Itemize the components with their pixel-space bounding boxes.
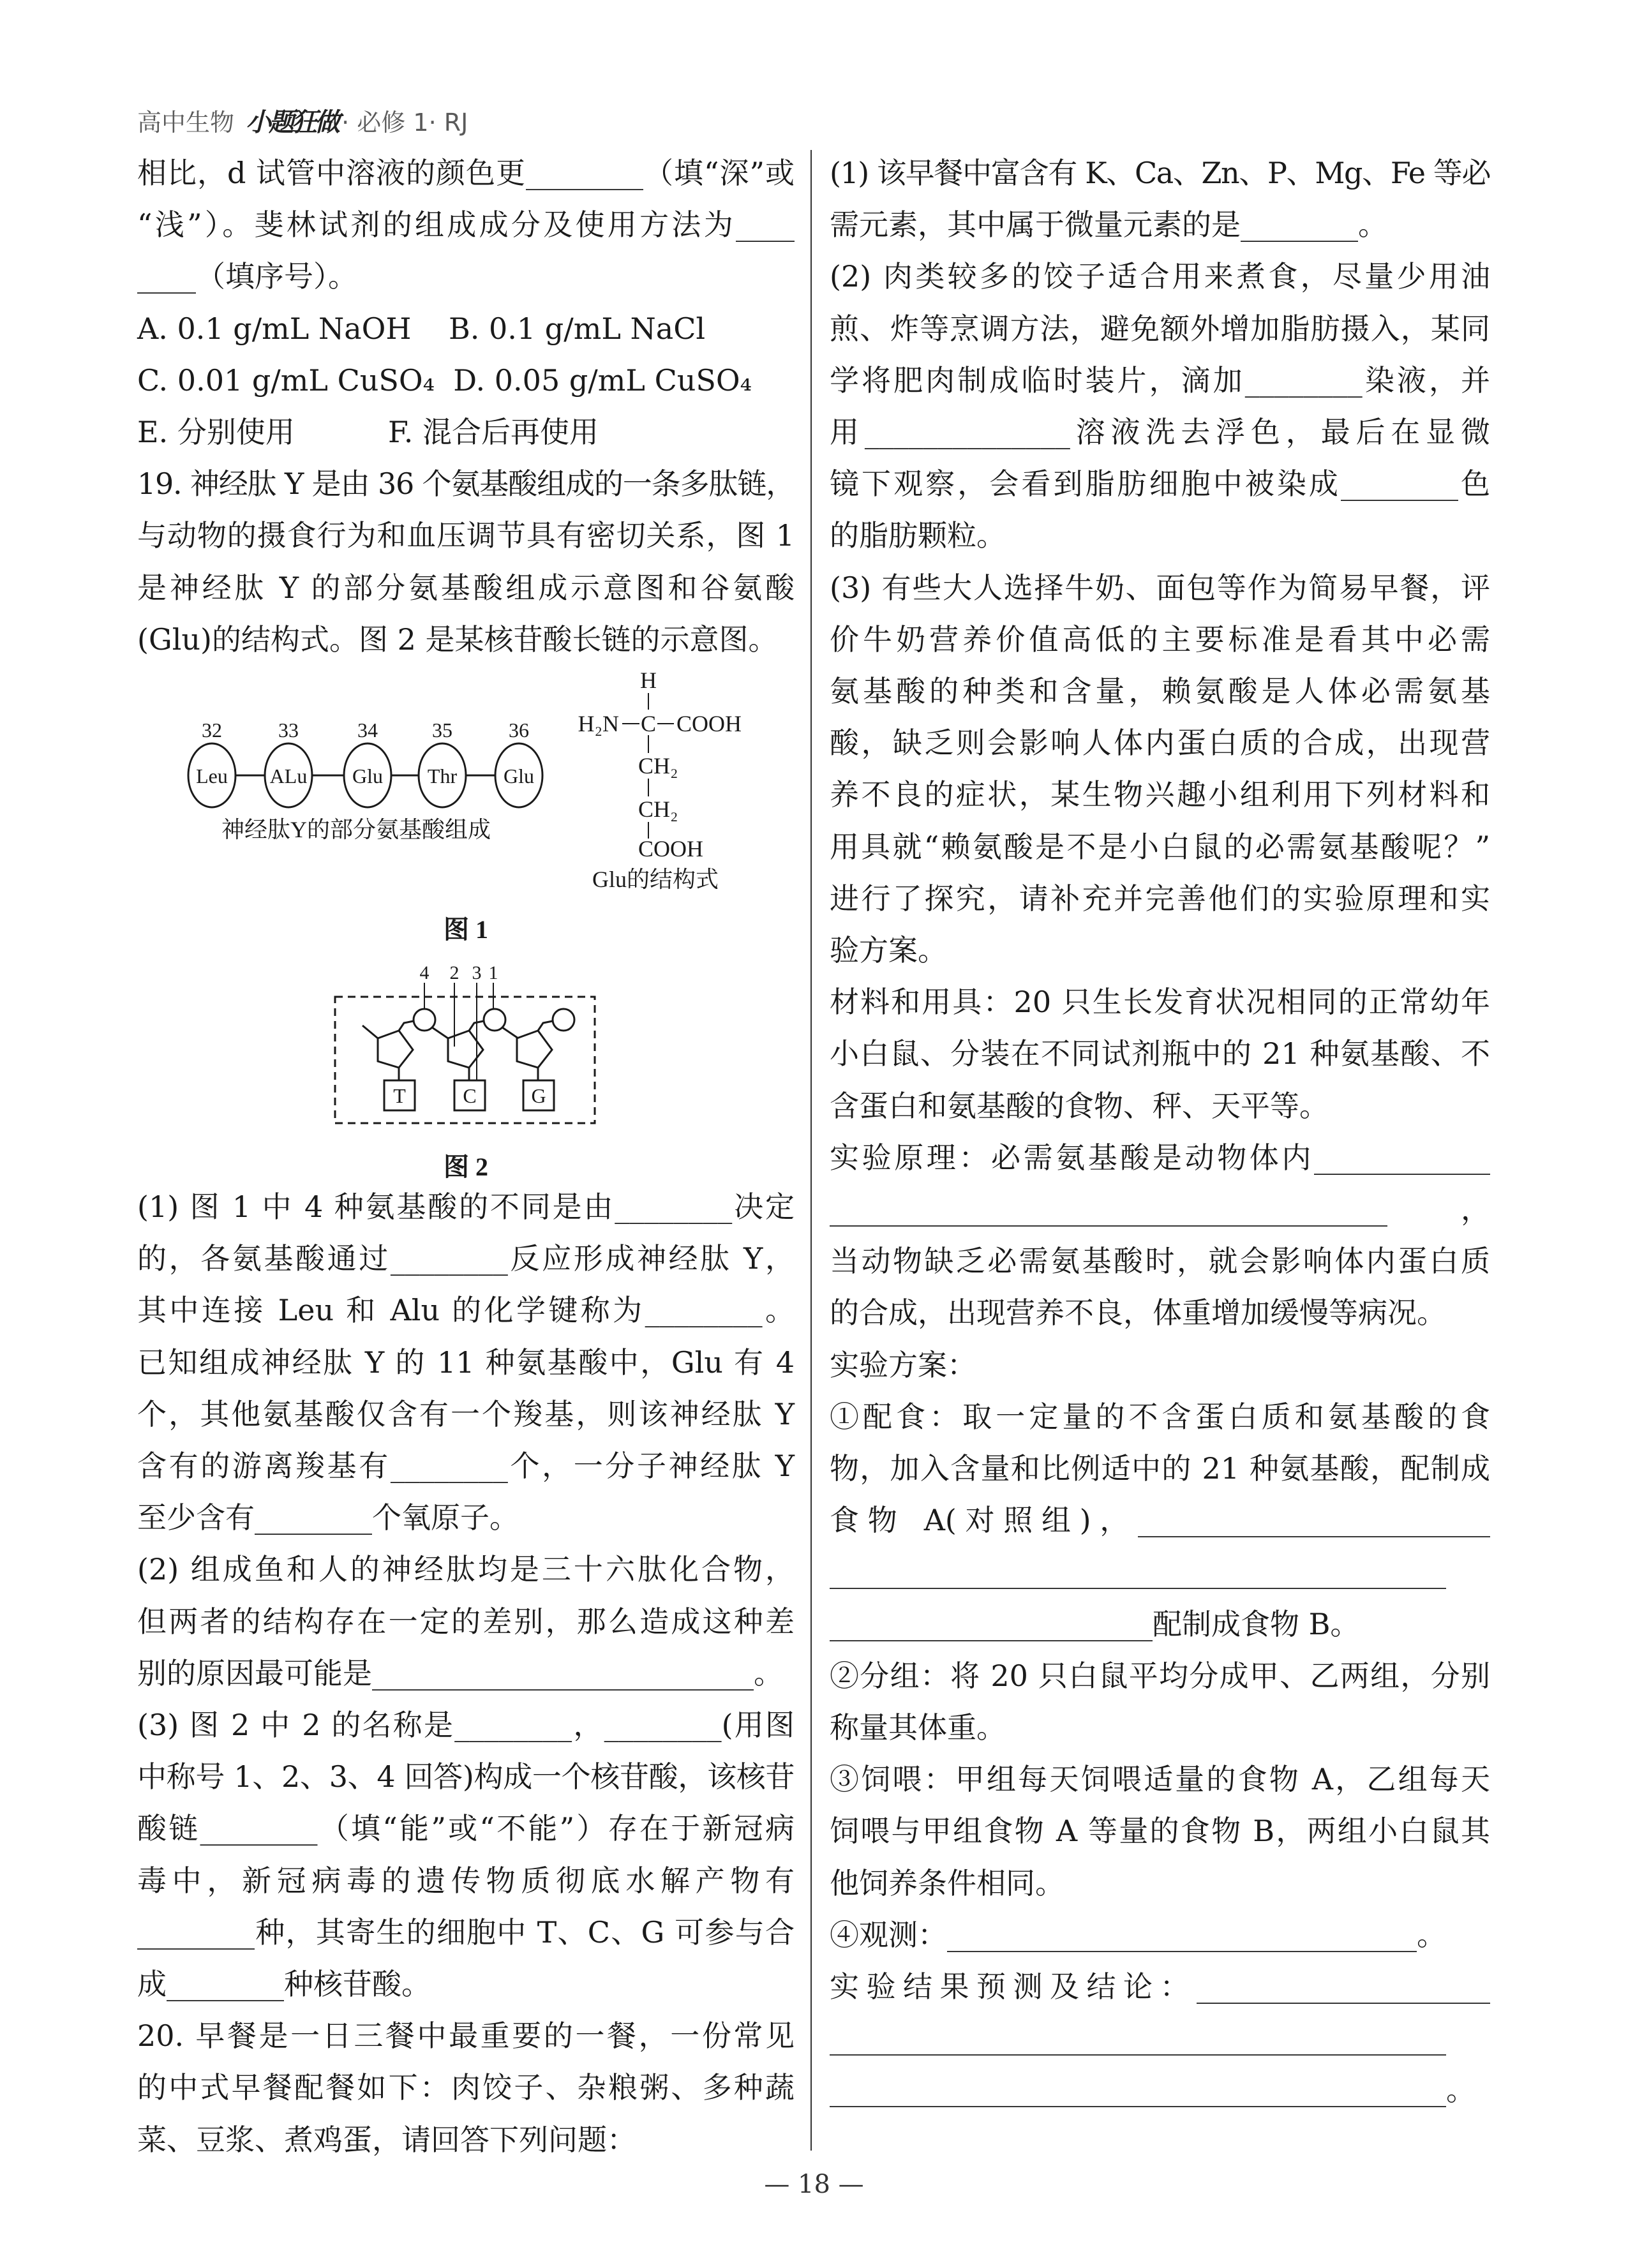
backbone-link	[432, 1027, 448, 1038]
text-line: A. 0.1 g/mL NaOH B. 0.1 g/mL NaCl	[137, 311, 706, 346]
chain-end	[362, 1026, 378, 1038]
text-line: 中称号 1、2、3、4 回答)构成一个核苷酸，该核苷	[137, 1759, 795, 1794]
text-line: 含有的游离羧基有________个，一分子神经肽 Y	[137, 1449, 795, 1483]
part-number: 2	[449, 962, 459, 983]
text-line: 实验方案：	[830, 1347, 976, 1382]
text-line: 验方案。	[830, 933, 947, 967]
text-line: 酸，缺乏则会影响人体内蛋白质的合成，出现营	[830, 726, 1490, 761]
group-cooh: COOH	[676, 711, 742, 736]
residue-label: Glu	[352, 765, 383, 787]
chain-caption: 神经肽Y的部分氨基酸组成	[221, 817, 491, 842]
series-logo: 小题狂做	[246, 108, 338, 137]
residue-label: Thr	[427, 765, 458, 787]
text-line: 是神经肽 Y 的部分氨基酸组成示意图和谷氨酸	[137, 570, 795, 605]
text-line: 煎、炸等烹调方法，避免额外增加脂肪摄入，某同	[830, 311, 1490, 346]
text-line: ____（填序号）。	[137, 259, 357, 294]
backbone-link	[502, 1027, 518, 1038]
figure-2-label: 图 2	[444, 1153, 488, 1181]
page-header	[137, 102, 468, 138]
text-line: 相比，d 试管中溶液的颜色更________（填“深”或	[137, 156, 795, 190]
atom-h: H	[640, 668, 657, 693]
text-line: 与动物的摄食行为和血压调节具有密切关系，图 1	[137, 518, 795, 553]
residue-label: Leu	[196, 765, 228, 787]
edition: RJ	[444, 108, 468, 137]
text-line: 用具就“赖氨酸是不是小白鼠的必需氨基酸呢？”	[830, 829, 1490, 864]
text-line: 成________种核苷酸。	[137, 1967, 431, 2001]
text-line: 需元素，其中属于微量元素的是________。	[830, 207, 1387, 242]
text-line: 价牛奶营养价值高低的主要标准是看其中必需	[830, 622, 1490, 657]
text-line: 个，其他氨基酸仅含有一个羧基，则该神经肽 Y	[137, 1396, 795, 1431]
text-line: ②分组：将 20 只白鼠平均分成甲、乙两组，分别	[830, 1658, 1490, 1693]
text-line: (2) 组成鱼和人的神经肽均是三十六肽化合物，	[137, 1552, 795, 1587]
text-line: C. 0.01 g/mL CuSO₄ D. 0.05 g/mL CuSO₄	[137, 362, 752, 398]
text-line: __________________________________________	[830, 1555, 1446, 1590]
text-line: 19. 神经肽 Y 是由 36 个氨基酸组成的一条多肽链，	[137, 466, 795, 502]
text-line: 材料和用具：20 只生长发育状况相同的正常幼年	[830, 985, 1490, 1020]
sugar-pentagon	[517, 1031, 552, 1068]
text-line: 菜、豆浆、煮鸡蛋，请回答下列问题：	[137, 2122, 636, 2157]
residue-position: 36	[509, 719, 529, 742]
glu-caption: Glu的结构式	[592, 867, 719, 892]
text-line: 含蛋白和氨基酸的食物、秤、天平等。	[830, 1088, 1329, 1123]
separator: ·	[341, 108, 350, 137]
book-title: 必修 1	[357, 108, 429, 137]
residue-position: 32	[202, 719, 222, 742]
text-line: E. 分别使用 F. 混合后再使用	[137, 415, 599, 449]
text-line: 氨基酸的种类和含量，赖氨酸是人体必需氨基	[830, 674, 1490, 708]
text-line: 至少含有________个氧原子。	[137, 1500, 519, 1535]
figure-1-label: 图 1	[444, 915, 488, 944]
page-number: 18	[798, 2170, 830, 2199]
text-line: 其中连接 Leu 和 Alu 的化学键称为________。	[137, 1293, 795, 1328]
text-line: __________________________________________。	[830, 2073, 1475, 2108]
text-line: 当动物缺乏必需氨基酸时，就会影响体内蛋白质	[830, 1244, 1490, 1279]
text-line: (2) 肉类较多的饺子适合用来煮食，尽量少用油	[830, 259, 1490, 294]
sugar-pentagon	[448, 1031, 483, 1068]
sugar-pentagon	[378, 1031, 413, 1068]
text-line: 养不良的症状，某生物兴趣小组利用下列材料和	[830, 777, 1490, 812]
text-line: 物，加入含量和比例适中的 21 种氨基酸，配制成	[830, 1451, 1490, 1486]
phosphodiester-link	[399, 1021, 414, 1031]
text-line: 但两者的结构存在一定的差别，那么造成这种差	[137, 1604, 795, 1639]
residue-label: Glu	[504, 765, 534, 787]
page-footer: — 18 —	[764, 2170, 864, 2199]
text-line: (1) 图 1 中 4 种氨基酸的不同是由________决定	[137, 1190, 795, 1224]
phosphate-circle	[484, 1009, 505, 1031]
text-line: (3) 有些大人选择牛奶、面包等作为简易早餐，评	[830, 570, 1490, 605]
text-line: 食物 A(对照组)，________________________	[830, 1503, 1490, 1538]
base-label: T	[393, 1084, 406, 1107]
text-line: ④观测：________________________________。	[830, 1917, 1446, 1952]
phosphate-circle	[414, 1009, 435, 1031]
text-line: __________________________________________	[830, 2021, 1446, 2056]
text-line: 的中式早餐配餐如下：肉饺子、杂粮粥、多种蔬	[137, 2070, 795, 2105]
residue-position: 33	[278, 719, 299, 742]
text-line: 饲喂与甲组食物 A 等量的食物 B，两组小白鼠其	[830, 1814, 1490, 1849]
group-cooh: COOH	[638, 836, 704, 862]
text-line: “浅”）。斐林试剂的组成成分及使用方法为____	[137, 207, 795, 242]
text-line: 的脂肪颗粒。	[830, 518, 1006, 553]
text-line: ________种，其寄生的细胞中 T、C、G 可参与合	[137, 1914, 795, 1950]
text-line: 学将肥肉制成临时装片，滴加________染液，并	[830, 362, 1490, 398]
group-ch2: CH₂	[638, 753, 678, 779]
text-line: 进行了探究，请补充并完善他们的实验原理和实	[830, 881, 1490, 916]
text-line: 已知组成神经肽 Y 的 11 种氨基酸中，Glu 有 4	[137, 1345, 795, 1380]
text-line: 酸链________（填“能”或“不能”）存在于新冠病	[137, 1811, 795, 1846]
subject: 高中生物	[137, 108, 235, 137]
phosphodiester-link	[538, 1021, 553, 1031]
glu-structure	[578, 668, 742, 892]
group-h2n: H₂N	[578, 711, 619, 736]
part-number: 1	[488, 962, 498, 983]
column-divider	[810, 150, 812, 2151]
text-line: 20. 早餐是一日三餐中最重要的一餐，一份常见	[137, 2018, 795, 2054]
part-number: 3	[472, 962, 482, 983]
text-line: 镜下观察，会看到脂肪细胞中被染成________色	[830, 466, 1490, 502]
part-number: 4	[419, 962, 429, 983]
text-line: ③饲喂：甲组每天饲喂适量的食物 A，乙组每天	[830, 1762, 1490, 1797]
figure-2	[0, 951, 804, 1187]
phosphate-circle	[553, 1009, 574, 1031]
text-line: ______________________________________，	[830, 1192, 1490, 1227]
figure-1	[0, 664, 804, 951]
text-line: ______________________配制成食物 B。	[830, 1606, 1360, 1641]
base-label: C	[463, 1084, 477, 1107]
residue-label: ALu	[269, 765, 308, 787]
group-ch2: CH₂	[638, 796, 678, 822]
separator: ·	[428, 108, 437, 137]
text-line: 毒中，新冠病毒的遗传物质彻底水解产物有	[137, 1863, 795, 1898]
text-line: 实验结果预测及结论：____________________	[830, 1969, 1490, 2004]
residue-position: 34	[357, 719, 378, 742]
atom-c: C	[640, 711, 657, 736]
base-label: G	[531, 1084, 546, 1107]
text-line: ①配食：取一定量的不含蛋白质和氨基酸的食	[830, 1399, 1490, 1434]
text-line: 小白鼠、分装在不同试剂瓶中的 21 种氨基酸、不	[830, 1036, 1490, 1071]
text-line: 的合成，出现营养不良，体重增加缓慢等病况。	[830, 1295, 1446, 1331]
text-line: 称量其体重。	[830, 1710, 1006, 1745]
text-line: 实验原理：必需氨基酸是动物体内____________	[830, 1140, 1490, 1175]
text-line: 的，各氨基酸通过________反应形成神经肽 Y，	[137, 1241, 795, 1276]
text-line: (Glu)的结构式。图 2 是某核苷酸长链的示意图。	[137, 622, 778, 657]
text-line: 别的原因最可能是__________________________。	[137, 1655, 783, 1690]
text-line: 用______________溶液洗去浮色，最后在显微	[830, 415, 1490, 449]
text-line: (3) 图 2 中 2 的名称是________，________(用图	[137, 1708, 795, 1742]
residue-position: 35	[432, 719, 452, 742]
text-line: 他饲养条件相同。	[830, 1865, 1064, 1900]
text-line: (1) 该早餐中富含有 K、Ca、Zn、P、Mg、Fe 等必	[830, 156, 1490, 190]
